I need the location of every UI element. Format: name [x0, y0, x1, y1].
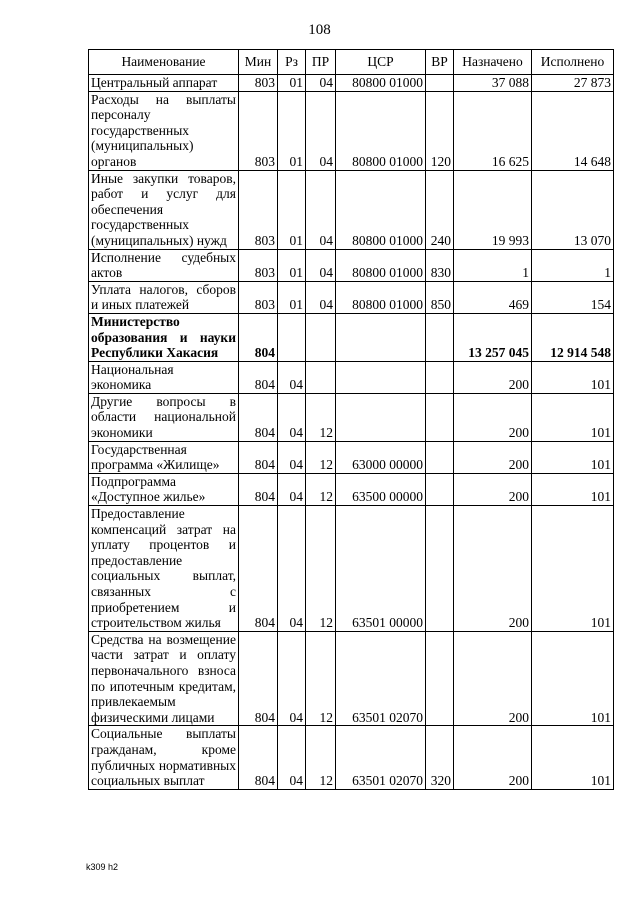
table-row	[89, 726, 614, 789]
cell-name: Исполнение судебных актов	[89, 249, 239, 281]
cell-executed: 101	[532, 441, 614, 473]
table-row	[89, 506, 614, 632]
cell-pr	[306, 313, 336, 361]
header-pr: ПР	[306, 50, 336, 75]
cell-vr	[426, 631, 454, 726]
cell-name: Центральный аппарат	[89, 75, 239, 92]
cell-rz: 01	[278, 170, 306, 249]
cell-assigned: 16 625	[454, 91, 532, 170]
cell-name: Предоставление компенсаций затрат на уплату процентов и предоставление социальных выплат, связанных с приобретением и строительством жилья	[89, 506, 239, 632]
cell-assigned: 13 257 045	[454, 313, 532, 361]
cell-name: Социальные выплаты гражданам, кроме публичных нормативных социальных выплат	[89, 726, 239, 789]
cell-csr: 80800 01000	[336, 249, 426, 281]
table-row	[89, 249, 614, 281]
cell-rz: 04	[278, 506, 306, 632]
table-row	[89, 393, 614, 441]
cell-min: 804	[239, 441, 278, 473]
header-rz: Рз	[278, 50, 306, 75]
cell-name: Национальная экономика	[89, 361, 239, 393]
cell-csr: 63000 00000	[336, 441, 426, 473]
header-vr: ВР	[426, 50, 454, 75]
cell-csr	[336, 313, 426, 361]
table-row	[89, 473, 614, 505]
cell-name: Средства на возмещение части затрат и оплату первоначального взноса по ипотечным кредитам, привлекаемым физическими лицами	[89, 631, 239, 726]
budget-table	[88, 49, 614, 790]
cell-executed: 101	[532, 726, 614, 789]
cell-name: Расходы на выплаты персоналу государственных (муниципальных) органов	[89, 91, 239, 170]
cell-vr: 320	[426, 726, 454, 789]
cell-name: Министерство образования и науки Республики Хакасия	[89, 313, 239, 361]
cell-vr	[426, 506, 454, 632]
cell-assigned: 1	[454, 249, 532, 281]
cell-rz: 01	[278, 249, 306, 281]
cell-vr: 240	[426, 170, 454, 249]
cell-vr	[426, 75, 454, 92]
cell-assigned: 200	[454, 473, 532, 505]
cell-min: 803	[239, 75, 278, 92]
cell-vr	[426, 393, 454, 441]
cell-vr	[426, 473, 454, 505]
table-row	[89, 441, 614, 473]
cell-pr: 04	[306, 249, 336, 281]
cell-pr: 12	[306, 726, 336, 789]
cell-executed: 101	[532, 361, 614, 393]
cell-assigned: 19 993	[454, 170, 532, 249]
cell-min: 804	[239, 361, 278, 393]
header-min: Мин	[239, 50, 278, 75]
cell-csr: 80800 01000	[336, 75, 426, 92]
cell-rz: 01	[278, 281, 306, 313]
cell-csr: 63501 00000	[336, 506, 426, 632]
header-name: Наименование	[89, 50, 239, 75]
cell-pr: 12	[306, 441, 336, 473]
cell-vr: 850	[426, 281, 454, 313]
cell-executed: 154	[532, 281, 614, 313]
cell-pr: 04	[306, 170, 336, 249]
cell-executed: 1	[532, 249, 614, 281]
cell-pr: 12	[306, 631, 336, 726]
cell-pr: 12	[306, 473, 336, 505]
cell-csr	[336, 393, 426, 441]
cell-assigned: 200	[454, 631, 532, 726]
header-assigned: Назначено	[454, 50, 532, 75]
cell-rz: 04	[278, 393, 306, 441]
cell-rz: 04	[278, 631, 306, 726]
cell-assigned: 200	[454, 506, 532, 632]
cell-name: Подпрограмма «Доступное жилье»	[89, 473, 239, 505]
cell-rz: 04	[278, 473, 306, 505]
cell-csr: 80800 01000	[336, 91, 426, 170]
cell-min: 803	[239, 170, 278, 249]
cell-assigned: 200	[454, 393, 532, 441]
cell-rz	[278, 313, 306, 361]
cell-executed: 101	[532, 473, 614, 505]
cell-assigned: 200	[454, 726, 532, 789]
cell-vr	[426, 361, 454, 393]
header-executed: Исполнено	[532, 50, 614, 75]
cell-rz: 04	[278, 726, 306, 789]
cell-csr: 80800 01000	[336, 281, 426, 313]
table-row	[89, 631, 614, 726]
cell-csr: 63500 00000	[336, 473, 426, 505]
cell-assigned: 200	[454, 361, 532, 393]
cell-executed: 14 648	[532, 91, 614, 170]
table-row	[89, 313, 614, 361]
cell-min: 804	[239, 473, 278, 505]
cell-min: 803	[239, 281, 278, 313]
cell-vr: 120	[426, 91, 454, 170]
cell-name: Другие вопросы в области национальной экономики	[89, 393, 239, 441]
cell-rz: 04	[278, 441, 306, 473]
cell-executed: 101	[532, 506, 614, 632]
cell-csr: 80800 01000	[336, 170, 426, 249]
cell-vr	[426, 313, 454, 361]
cell-min: 804	[239, 631, 278, 726]
cell-min: 804	[239, 393, 278, 441]
cell-assigned: 200	[454, 441, 532, 473]
cell-min: 804	[239, 726, 278, 789]
cell-csr: 63501 02070	[336, 726, 426, 789]
cell-min: 804	[239, 506, 278, 632]
cell-assigned: 37 088	[454, 75, 532, 92]
table-row	[89, 281, 614, 313]
table-header-row	[89, 50, 614, 75]
cell-rz: 04	[278, 361, 306, 393]
cell-pr: 04	[306, 281, 336, 313]
cell-executed: 101	[532, 631, 614, 726]
cell-pr: 12	[306, 393, 336, 441]
table-row	[89, 91, 614, 170]
footer-code: k309 h2	[86, 862, 119, 872]
cell-rz: 01	[278, 75, 306, 92]
cell-rz: 01	[278, 91, 306, 170]
table-row	[89, 170, 614, 249]
table-row	[89, 75, 614, 92]
cell-csr	[336, 361, 426, 393]
cell-executed: 27 873	[532, 75, 614, 92]
cell-name: Иные закупки товаров, работ и услуг для обеспечения государственных (муниципальных) нужд	[89, 170, 239, 249]
cell-pr	[306, 361, 336, 393]
cell-pr: 04	[306, 91, 336, 170]
cell-executed: 101	[532, 393, 614, 441]
cell-pr: 12	[306, 506, 336, 632]
cell-min: 803	[239, 91, 278, 170]
cell-vr	[426, 441, 454, 473]
cell-vr: 830	[426, 249, 454, 281]
cell-name: Государственная программа «Жилище»	[89, 441, 239, 473]
cell-min: 804	[239, 313, 278, 361]
cell-executed: 13 070	[532, 170, 614, 249]
cell-assigned: 469	[454, 281, 532, 313]
cell-pr: 04	[306, 75, 336, 92]
cell-executed: 12 914 548	[532, 313, 614, 361]
cell-name: Уплата налогов, сборов и иных платежей	[89, 281, 239, 313]
header-csr: ЦСР	[336, 50, 426, 75]
table-row	[89, 361, 614, 393]
cell-min: 803	[239, 249, 278, 281]
cell-csr: 63501 02070	[336, 631, 426, 726]
page-number: 108	[308, 22, 331, 38]
